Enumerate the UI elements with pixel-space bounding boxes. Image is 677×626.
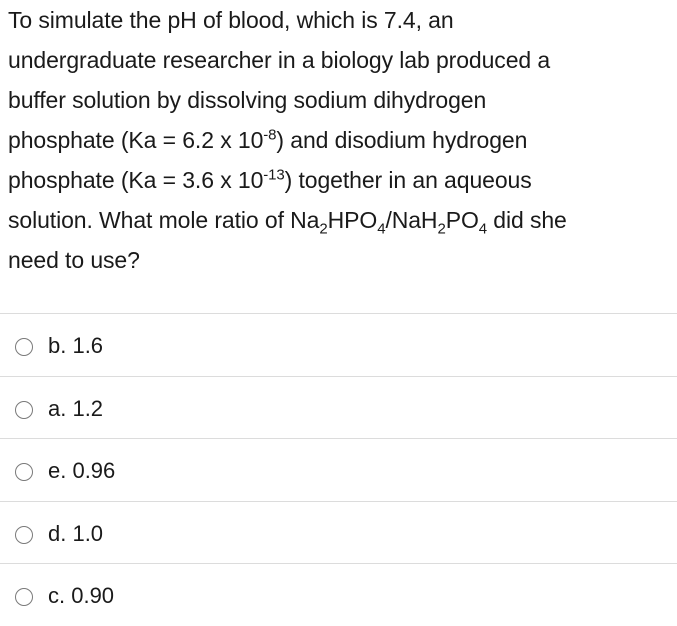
subscript: 4 [377, 220, 386, 238]
question-line: buffer solution by dissolving sodium dihydrogen [8, 87, 487, 113]
question-text-segment: PO [445, 207, 479, 233]
radio-button-icon[interactable] [15, 401, 33, 419]
radio-button-icon[interactable] [15, 588, 33, 606]
question-line: need to use? [8, 247, 140, 273]
radio-button-icon[interactable] [15, 463, 33, 481]
answer-options [0, 313, 677, 626]
question-text-segment: ) together in an aqueous [284, 167, 532, 193]
answer-option-a[interactable] [0, 376, 677, 439]
exponent: -8 [263, 126, 277, 144]
question-text-segment: solution. What mole ratio of Na [8, 207, 320, 233]
question-text-segment: /NaH [385, 207, 438, 233]
question-text-segment: ) and disodium hydrogen [276, 127, 528, 153]
answer-option-b[interactable] [0, 313, 677, 376]
option-label: d. 1.0 [48, 520, 104, 546]
subscript: 4 [478, 220, 487, 238]
question-line [8, 200, 673, 240]
option-label: e. 0.96 [48, 458, 116, 484]
answer-option-d[interactable] [0, 501, 677, 564]
question-text-segment: phosphate (Ka = 3.6 x 10 [8, 167, 264, 193]
option-label: b. 1.6 [48, 333, 104, 358]
radio-button-icon[interactable] [15, 338, 33, 356]
question-line [8, 120, 673, 160]
subscript: 2 [437, 220, 446, 238]
question-text-segment: HPO [327, 207, 378, 233]
subscript: 2 [319, 220, 328, 238]
question-text-segment: did she [486, 207, 567, 233]
question-line: undergraduate researcher in a biology lab produced a [8, 47, 551, 73]
answer-option-e[interactable] [0, 438, 677, 501]
option-label: c. 0.90 [48, 583, 115, 609]
question-text [8, 0, 673, 280]
exponent: -13 [263, 166, 285, 184]
question-text-segment: phosphate (Ka = 6.2 x 10 [8, 127, 264, 153]
question-line: To simulate the pH of blood, which is 7.4, an [8, 7, 454, 33]
answer-option-c[interactable] [0, 563, 677, 626]
question-line [8, 160, 673, 200]
option-label: a. 1.2 [48, 395, 104, 421]
radio-button-icon[interactable] [15, 526, 33, 544]
